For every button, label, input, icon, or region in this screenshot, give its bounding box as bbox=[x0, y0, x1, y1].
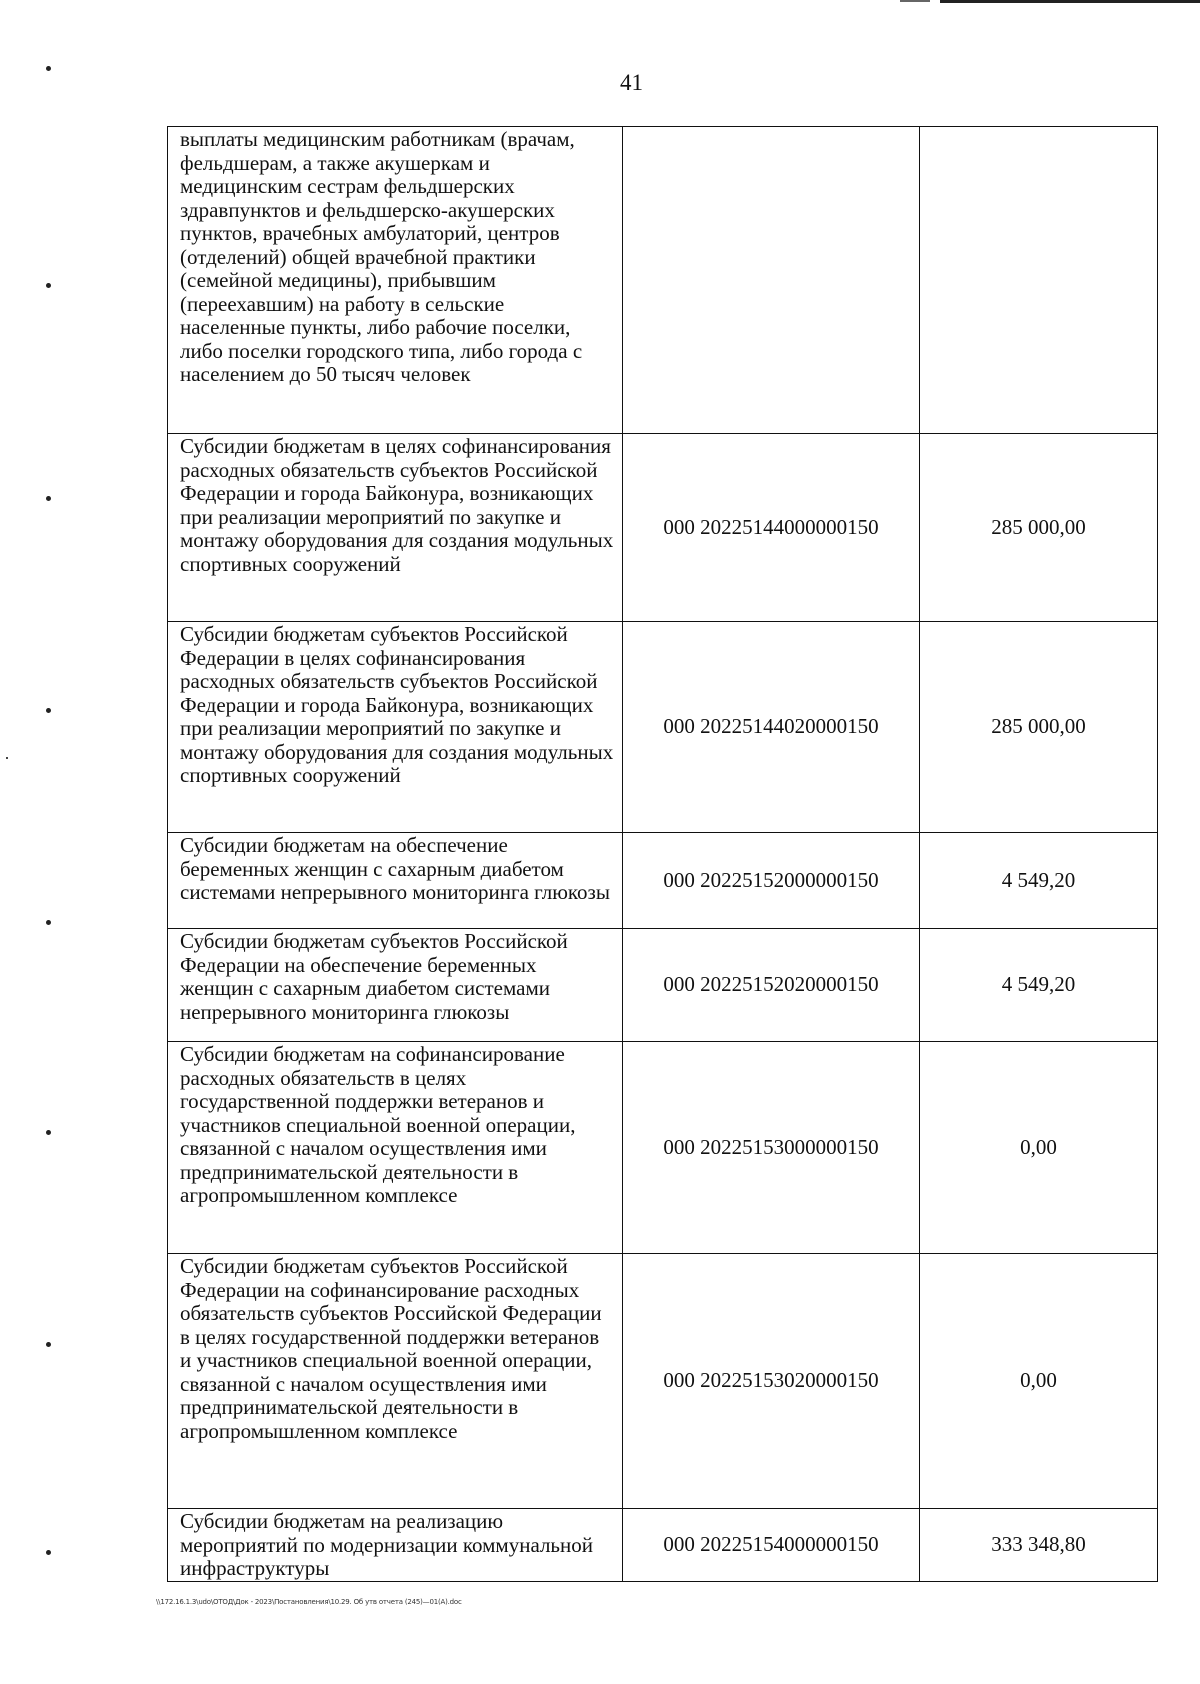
binding-hole-mark bbox=[46, 66, 51, 71]
row-code: 000 20225153020000150 bbox=[623, 1254, 920, 1509]
row-amount: 0,00 bbox=[920, 1254, 1158, 1509]
binding-hole-mark bbox=[46, 708, 51, 713]
row-description: Субсидии бюджетам субъектов Российской Федерации на софинансирование расходных обязательств субъектов Российской Федерации в целях государственной поддержки ветеранов и участников специальной военной операции, связанной с началом осуществления ими предпринимательской деятельности в агропромышленном комплексе bbox=[168, 1254, 623, 1509]
binding-hole-mark bbox=[46, 496, 51, 501]
row-amount: 285 000,00 bbox=[920, 434, 1158, 622]
row-code: 000 20225152000000150 bbox=[623, 833, 920, 929]
revenue-table bbox=[167, 126, 1158, 1582]
binding-hole-mark bbox=[46, 920, 51, 925]
table-row bbox=[168, 833, 1158, 929]
row-description: выплаты медицинским работникам (врачам, фельдшерам, а также акушеркам и медицинским сестрам фельдшерских здравпунктов и фельдшерско-акушерских пунктов, врачебных амбулаторий, центров (отделений) общей врачебной практики (семейной медицины), прибывшим (переехавшим) на работу в сельские населенные пункты, либо рабочие поселки, либо поселки городского типа, либо города с населением до 50 тысяч человек bbox=[168, 127, 623, 434]
scan-edge-line bbox=[940, 0, 1200, 3]
binding-hole-mark bbox=[46, 1130, 51, 1135]
binding-hole-mark bbox=[46, 1342, 51, 1347]
row-amount: 285 000,00 bbox=[920, 622, 1158, 833]
row-amount: 0,00 bbox=[920, 1042, 1158, 1254]
table-row bbox=[168, 1509, 1158, 1582]
row-description: Субсидии бюджетам субъектов Российской Федерации на обеспечение беременных женщин с сахарным диабетом системами непрерывного мониторинга глюкозы bbox=[168, 929, 623, 1042]
scan-edge-mark bbox=[900, 0, 930, 2]
binding-hole-mark bbox=[46, 283, 51, 288]
table-row bbox=[168, 434, 1158, 622]
row-code: 000 20225144000000150 bbox=[623, 434, 920, 622]
row-amount: 4 549,20 bbox=[920, 833, 1158, 929]
table-row bbox=[168, 929, 1158, 1042]
row-code: 000 20225152020000150 bbox=[623, 929, 920, 1042]
row-description: Субсидии бюджетам в целях софинансирования расходных обязательств субъектов Российской Федерации и города Байконура, возникающих при реализации мероприятий по закупке и монтажу оборудования для создания модульных спортивных сооружений bbox=[168, 434, 623, 622]
table-row bbox=[168, 1042, 1158, 1254]
row-description: Субсидии бюджетам на реализацию мероприятий по модернизации коммунальной инфраструктуры bbox=[168, 1509, 623, 1582]
table-row bbox=[168, 622, 1158, 833]
row-code: 000 20225153000000150 bbox=[623, 1042, 920, 1254]
binding-hole-mark bbox=[46, 1550, 51, 1555]
footer-file-path: \\172.16.1.3\udo\ОТОД\Док - 2023\Постановления\10.29. Об утв отчета (245)—01(А).doc bbox=[156, 1598, 462, 1606]
row-description: Субсидии бюджетам субъектов Российской Федерации в целях софинансирования расходных обязательств субъектов Российской Федерации и города Байконура, возникающих при реализации мероприятий по закупке и монтажу оборудования для создания модульных спортивных сооружений bbox=[168, 622, 623, 833]
row-code: 000 20225144020000150 bbox=[623, 622, 920, 833]
row-amount: 333 348,80 bbox=[920, 1509, 1158, 1582]
row-amount bbox=[920, 127, 1158, 434]
page-number: 41 bbox=[620, 70, 643, 95]
row-amount: 4 549,20 bbox=[920, 929, 1158, 1042]
table-row bbox=[168, 127, 1158, 434]
row-description: Субсидии бюджетам на софинансирование расходных обязательств в целях государственной поддержки ветеранов и участников специальной военной операции, связанной с началом осуществления ими предпринимательской деятельности в агропромышленном комплексе bbox=[168, 1042, 623, 1254]
row-description: Субсидии бюджетам на обеспечение беременных женщин с сахарным диабетом системами непрерывного мониторинга глюкозы bbox=[168, 833, 623, 929]
row-code bbox=[623, 127, 920, 434]
scan-speck bbox=[6, 757, 8, 759]
table-row bbox=[168, 1254, 1158, 1509]
row-code: 000 20225154000000150 bbox=[623, 1509, 920, 1582]
